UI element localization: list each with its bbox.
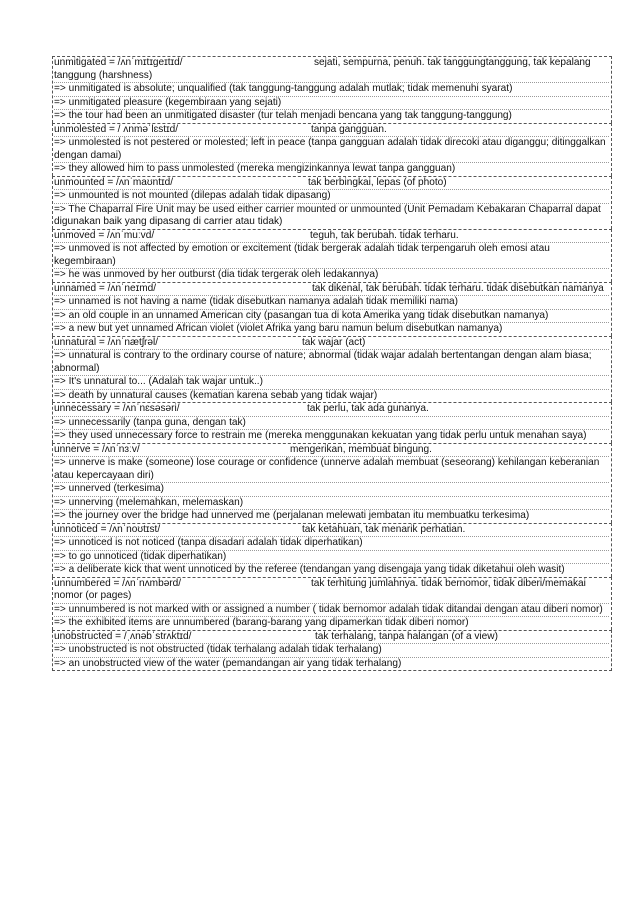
- entry-example: => unmoved is not affected by emotion or excitement (tidak bergerak adalah tidak terpengaruh oleh emosi atau kegembiraan): [54, 243, 609, 269]
- entry-example: => he was unmoved by her outburst (dia tidak tergerak oleh ledakannya): [54, 269, 379, 280]
- entry-headword: unmolested = / ʌnməˈlɛstɪd/: [54, 123, 179, 135]
- entry-definition: tak terhitung jumlahnya. tidak bernomor, tidak diberi/memakai nomor (or pages): [54, 577, 586, 601]
- entry-definition: mengerikan, membuat bingung.: [290, 443, 432, 455]
- entry-example: => unnerving (melemahkan, melemaskan): [54, 497, 609, 511]
- entry-example: => a deliberate kick that went unnoticed by the referee (tendangan yang disengaja yang tidak diketahui oleh wasit): [54, 564, 565, 575]
- entry-definition: tak perlu, tak ada gunanya.: [307, 403, 429, 414]
- entry-example: => to go unnoticed (tidak diperhatikan): [54, 551, 609, 565]
- entry-example: => they used unnecessary force to restrain me (mereka menggunakan kekuatan yang tidak perlu untuk menahan saya): [54, 430, 587, 441]
- entry-definition: teguh, tak berubah. tidak terharu.: [310, 229, 459, 241]
- entry-example: => an unobstructed view of the water (pemandangan air yang tidak terhalang): [54, 657, 402, 669]
- entry-headword: unmoved = /ʌnˈmuːvd/: [54, 229, 155, 241]
- entry-headword-line: [54, 444, 609, 458]
- entry-definition: tak ketahuan, tak menarik perhatian.: [302, 523, 466, 535]
- entry-example: => unnamed is not having a name (tidak disebutkan namanya adalah tidak memiliki nama): [54, 296, 609, 310]
- dictionary-entry: [52, 577, 612, 630]
- entry-headword-line: [54, 337, 609, 351]
- entry-example: => the exhibited items are unnumbered (barang-barang yang dipamerkan tidak diberi nomor): [54, 617, 469, 628]
- dictionary-table: [52, 56, 612, 671]
- entry-example: => The Chaparral Fire Unit may be used either carrier mounted or unmounted (Unit Pemadam Kebakaran Chaparral dapat digunakan baik yang dipasang di carrier atau tidak): [54, 203, 601, 227]
- dictionary-entry: [52, 402, 612, 443]
- entry-example: => unmitigated is absolute; unqualified (tak tanggung-tanggung adalah mutlak; tidak memenuhi syarat): [54, 83, 609, 97]
- entry-example: => the journey over the bridge had unnerved me (perjalanan melewati jembatan itu membuatku terkesima): [54, 510, 530, 521]
- entry-headword: unnerve = /ʌnˈnɜːv/: [54, 443, 140, 455]
- dictionary-entry: [52, 123, 612, 176]
- dictionary-entry: [52, 523, 612, 577]
- entry-example: => unnoticed is not noticed (tanpa disadari adalah tidak diperhatikan): [54, 537, 609, 551]
- entry-definition: tak terhalang, tanpa halangan (of a view): [315, 630, 498, 642]
- entry-headword-line: [54, 524, 609, 538]
- entry-definition: tanpa gangguan.: [311, 123, 387, 135]
- entry-headword-line: [54, 57, 609, 83]
- entry-headword: unnumbered = /ʌnˈnʌmbərd/: [54, 577, 182, 589]
- entry-headword: unmitigated = /ʌnˈmɪtɪɡeɪtɪd/: [54, 57, 183, 68]
- dictionary-entry: [52, 176, 612, 229]
- entry-headword-line: [54, 230, 609, 244]
- dictionary-entry: [52, 443, 612, 523]
- entry-example: => unnatural is contrary to the ordinary course of nature; abnormal (tidak wajar adalah bertentangan dengan alam biasa; abnormal): [54, 350, 609, 376]
- entry-headword: unnoticed = /ʌnˈnoʊtɪst/: [54, 523, 161, 535]
- dictionary-entry: [52, 282, 612, 336]
- entry-headword-line: [54, 177, 609, 191]
- entry-example: => an old couple in an unnamed American city (pasangan tua di kota Amerika yang tidak disebutkan namanya): [54, 310, 609, 324]
- entry-definition: tak berbingkai, lepas (of photo): [308, 176, 447, 188]
- entry-example: => unobstructed is not obstructed (tidak terhalang adalah tidak terhalang): [54, 644, 609, 658]
- entry-example: => unmolested is not pestered or molested; left in peace (tanpa gangguan adalah tidak direcoki atau diganggu; ditinggalkan dengan damai): [54, 137, 609, 163]
- entry-example: => unmitigated pleasure (kegembiraan yang sejati): [54, 97, 609, 111]
- dictionary-entry: [52, 56, 612, 123]
- entry-example: => unnerve is make (someone) lose courage or confidence (unnerve adalah membuat (seseorang) kehilangan keberanian atau kepercayaan diri): [54, 457, 609, 483]
- entry-headword: unnatural = /ʌnˈnætʃrəl/: [54, 336, 159, 348]
- entry-example: => unnumbered is not marked with or assigned a number ( tidak bernomor adalah tidak ditandai dengan atau diberi nomor): [54, 604, 609, 618]
- entry-example: => unnecessarily (tanpa guna, dengan tak): [54, 417, 609, 431]
- entry-headword: unobstructed = /ˌʌnəbˈstrʌktɪd/: [54, 630, 192, 642]
- entry-example: => a new but yet unnamed African violet (violet Afrika yang baru namun belum disebutkan namanya): [54, 323, 503, 334]
- entry-headword: unnamed = /ʌnˈneɪmd/: [54, 282, 157, 294]
- entry-headword-line: [54, 631, 609, 645]
- dictionary-entry: [52, 336, 612, 403]
- entry-headword-line: [54, 403, 609, 417]
- dictionary-entry: [52, 630, 612, 672]
- entry-definition: tak dikenal, tak berubah. tidak terharu. tidak disebutkan namanya: [312, 282, 604, 294]
- entry-example: => It's unnatural to... (Adalah tak wajar untuk..): [54, 376, 609, 390]
- entry-example: => unmounted is not mounted (dilepas adalah tidak dipasang): [54, 190, 609, 204]
- entry-example: => the tour had been an unmitigated disaster (tur telah menjadi bencana yang tak tanggung-tanggung): [54, 110, 512, 121]
- entry-headword: unmounted = /ʌnˈmaʊntɪd/: [54, 176, 174, 188]
- entry-example: => unnerved (terkesima): [54, 483, 609, 497]
- entry-headword-line: [54, 578, 609, 604]
- entry-example: => death by unnatural causes (kematian karena sebab yang tidak wajar): [54, 389, 378, 401]
- entry-headword: unnecessary = /ʌnˈnɛsəsəri/: [54, 403, 180, 414]
- entry-definition: tak wajar (act): [302, 336, 366, 348]
- entry-example: => they allowed him to pass unmolested (mereka mengizinkannya lewat tanpa gangguan): [54, 163, 456, 174]
- entry-definition: sejati, sempurna, penuh. tak tanggungtanggung, tak kepalang tanggung (harshness): [54, 57, 591, 81]
- entry-headword-line: [54, 283, 609, 297]
- dictionary-entry: [52, 229, 612, 282]
- entry-headword-line: [54, 124, 609, 138]
